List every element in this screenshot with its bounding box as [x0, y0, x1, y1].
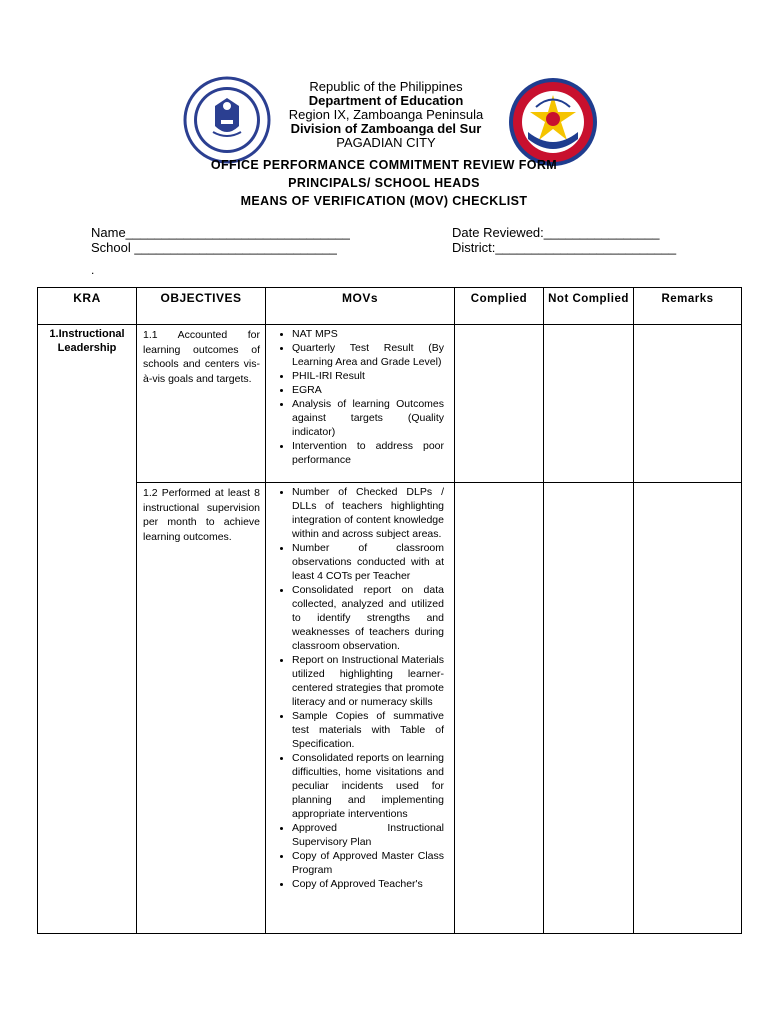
date-reviewed-field: Date Reviewed:________________ [452, 225, 660, 240]
not-complied-cell[interactable] [544, 325, 634, 483]
table-row [38, 325, 742, 483]
header-complied: Complied [455, 288, 544, 325]
header-not-complied: Not Complied [544, 288, 634, 325]
list-item: • Sample Copies of summative test materials with Table of Specification. [292, 709, 454, 751]
list-item: • Report on Instructional Materials utilized highlighting learner-centered strategies that promote literacy and or numeracy skills [292, 653, 454, 709]
list-item: • Number of classroom observations conducted with at least 4 COTs per Teacher [292, 541, 454, 583]
stray-dot: . [91, 263, 95, 277]
complied-cell[interactable] [455, 325, 544, 483]
list-item: • Analysis of learning Outcomes against targets (Quality indicator) [292, 397, 454, 439]
list-item: • Copy of Approved Teacher's [292, 877, 454, 891]
header-objectives: OBJECTIVES [137, 288, 266, 325]
complied-cell[interactable] [455, 483, 544, 934]
table-row [38, 483, 742, 934]
list-item: • Consolidated reports on learning difficulties, home visitations and peculiar incidents used for planning and implementing appropriate interventions [292, 751, 454, 821]
list-item: • Intervention to address poor performance [292, 439, 454, 467]
objective-cell: 1.1 Accounted for learning outcomes of schools and centers vis-à-vis goals and targets. [137, 325, 266, 483]
kra-cell: 1.Instructional Leadership [38, 325, 137, 934]
district-field: District:_________________________ [452, 240, 677, 255]
form-title: OFFICE PERFORMANCE COMMITMENT REVIEW FORM [210, 158, 558, 172]
form-checklist-title: MEANS OF VERIFICATION (MOV) CHECKLIST [240, 194, 528, 208]
list-item: • Number of Checked DLPs / DLLs of teachers highlighting integration of content knowledge within and across subject areas. [292, 485, 454, 541]
header-region: Region IX, Zamboanga Peninsula [288, 107, 484, 122]
header-city: PAGADIAN CITY [336, 135, 436, 150]
list-item: • Quarterly Test Result (By Learning Area and Grade Level) [292, 341, 454, 369]
form-subtitle: PRINCIPALS/ SCHOOL HEADS [288, 176, 480, 190]
header-division: Division of Zamboanga del Sur [290, 121, 482, 136]
school-field: School ____________________________ [91, 240, 337, 255]
not-complied-cell[interactable] [544, 483, 634, 934]
remarks-cell[interactable] [634, 483, 742, 934]
list-item: • NAT MPS [292, 327, 454, 341]
header-department: Department of Education [308, 93, 464, 108]
header-movs: MOVs [266, 288, 455, 325]
list-item: • PHIL-IRI Result [292, 369, 454, 383]
list-item: • Approved Instructional Supervisory Plan [292, 821, 454, 849]
remarks-cell[interactable] [634, 325, 742, 483]
header-kra: KRA [38, 288, 137, 325]
list-item: • Copy of Approved Master Class Program [292, 849, 454, 877]
list-item: • Consolidated report on data collected, analyzed and utilized to identify strengths and weaknesses of teachers during classroom observation. [292, 583, 454, 653]
movs-cell [266, 483, 455, 934]
header-republic: Republic of the Philippines [309, 79, 463, 94]
movs-cell [266, 325, 455, 483]
header-remarks: Remarks [634, 288, 742, 325]
name-field: Name_______________________________ [91, 225, 350, 240]
objective-cell: 1.2 Performed at least 8 instructional supervision per month to achieve learning outcomes. [137, 483, 266, 934]
list-item: • EGRA [292, 383, 454, 397]
mov-checklist-table [37, 287, 742, 934]
table-header-row [38, 288, 742, 325]
